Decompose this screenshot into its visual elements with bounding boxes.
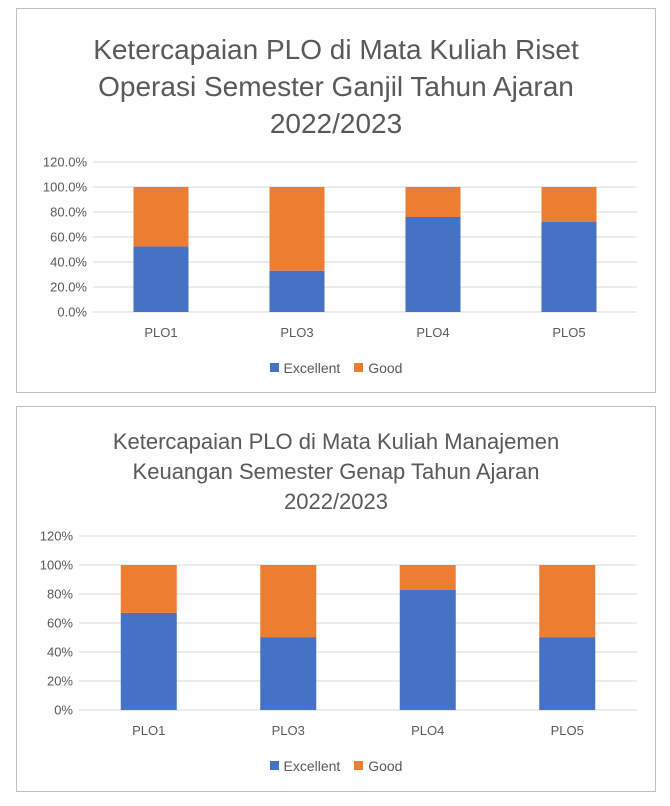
y-tick-label: 100% bbox=[39, 557, 73, 573]
legend-swatch-excellent bbox=[270, 363, 279, 372]
y-tick-label: 0% bbox=[54, 702, 73, 718]
x-tick-label: PLO5 bbox=[552, 325, 586, 340]
chart-title-line: Operasi Semester Ganjil Tahun Ajaran bbox=[98, 71, 574, 102]
y-tick-label: 60% bbox=[46, 615, 73, 631]
legend-swatch-good bbox=[354, 761, 363, 770]
legend-item-excellent bbox=[270, 360, 341, 376]
y-tick-label: 80.0% bbox=[50, 204, 87, 220]
plot-area bbox=[17, 407, 655, 791]
y-tick-label: 0.0% bbox=[57, 304, 87, 320]
legend-label-excellent: Excellent bbox=[283, 757, 341, 774]
bar-excellent-plo5 bbox=[542, 222, 597, 312]
y-tick-label: 120% bbox=[39, 528, 73, 544]
chart-title-line: Keuangan Semester Genap Tahun Ajaran bbox=[132, 459, 540, 484]
bar-good-plo4 bbox=[406, 187, 461, 217]
bar-excellent-plo1 bbox=[134, 246, 189, 312]
x-tick-label: PLO1 bbox=[144, 325, 178, 340]
chart-title-line: 2022/2023 bbox=[269, 108, 403, 139]
bar-excellent-plo4 bbox=[400, 590, 456, 710]
y-tick-label: 120.0% bbox=[42, 154, 87, 170]
legend-swatch-good bbox=[354, 363, 363, 372]
legend-item-good bbox=[354, 360, 402, 376]
bar-excellent-plo3 bbox=[260, 638, 316, 711]
bar-excellent-plo3 bbox=[270, 271, 325, 312]
chart-title-line: 2022/2023 bbox=[284, 489, 388, 514]
chart-title-line: Ketercapaian PLO di Mata Kuliah Manajemen bbox=[112, 429, 560, 454]
chart-panel-2 bbox=[16, 406, 656, 792]
legend-label-excellent: Excellent bbox=[283, 359, 341, 376]
y-tick-label: 40% bbox=[46, 644, 73, 660]
y-tick-label: 20% bbox=[46, 673, 73, 689]
bar-excellent-plo5 bbox=[539, 638, 595, 711]
plot-area bbox=[17, 9, 655, 392]
y-tick-label: 60.0% bbox=[50, 229, 87, 245]
bar-excellent-plo1 bbox=[121, 613, 177, 710]
x-tick-label: PLO4 bbox=[416, 325, 450, 340]
x-tick-label: PLO3 bbox=[280, 325, 314, 340]
bar-good-plo3 bbox=[270, 187, 325, 271]
bar-excellent-plo4 bbox=[406, 217, 461, 312]
x-tick-label: PLO4 bbox=[411, 723, 445, 738]
y-tick-label: 20.0% bbox=[50, 279, 87, 295]
y-tick-label: 80% bbox=[46, 586, 73, 602]
legend-item-excellent bbox=[270, 758, 341, 774]
legend-label-good: Good bbox=[368, 757, 403, 774]
bar-good-plo4 bbox=[400, 565, 456, 590]
x-tick-label: PLO3 bbox=[271, 723, 305, 738]
bar-good-plo5 bbox=[542, 187, 597, 222]
bar-good-plo5 bbox=[539, 565, 595, 638]
x-tick-label: PLO5 bbox=[550, 723, 584, 738]
legend-swatch-excellent bbox=[270, 761, 279, 770]
legend bbox=[17, 359, 655, 376]
bar-good-plo1 bbox=[134, 187, 189, 246]
legend bbox=[17, 757, 655, 774]
x-tick-label: PLO1 bbox=[132, 723, 166, 738]
legend-item-good bbox=[354, 758, 402, 774]
y-tick-label: 100.0% bbox=[42, 179, 87, 195]
chart-title-line: Ketercapaian PLO di Mata Kuliah Riset bbox=[93, 34, 579, 65]
chart-panel-1 bbox=[16, 8, 656, 393]
bar-good-plo1 bbox=[121, 565, 177, 613]
bar-good-plo3 bbox=[260, 565, 316, 638]
y-tick-label: 40.0% bbox=[50, 254, 87, 270]
legend-label-good: Good bbox=[368, 359, 403, 376]
